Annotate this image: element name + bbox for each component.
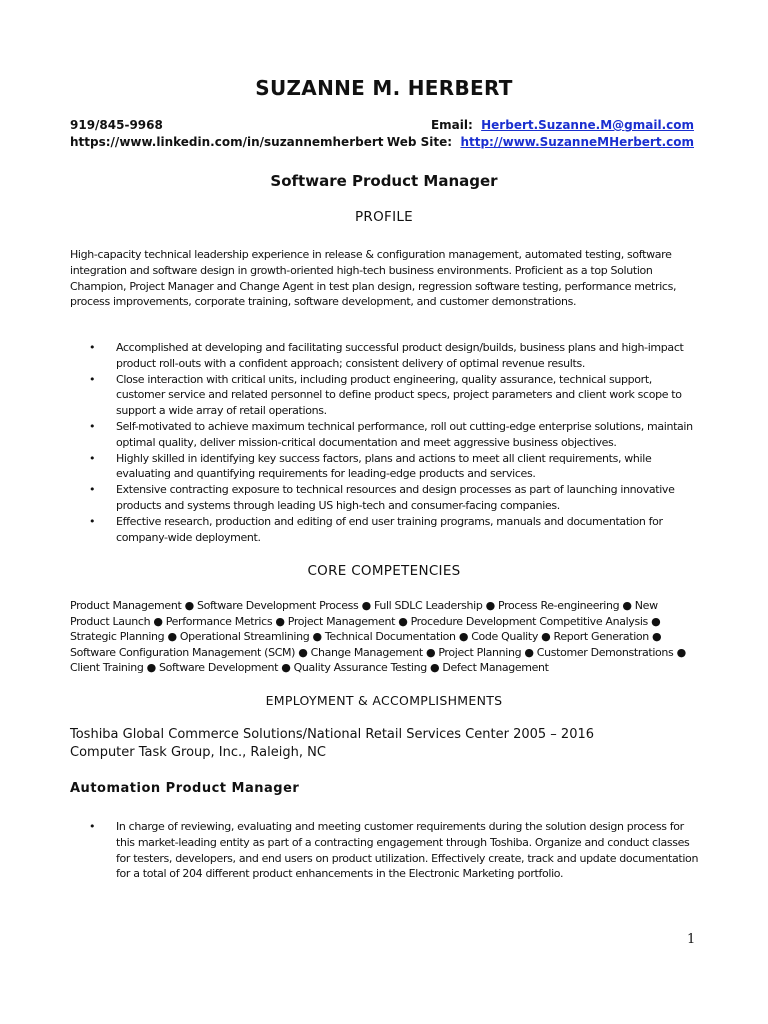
list-item xyxy=(70,482,700,514)
profile-bullet-list xyxy=(70,340,700,545)
bullet-marker: • xyxy=(89,341,96,354)
core-competencies-heading: CORE COMPETENCIES xyxy=(307,563,461,579)
bullet-text: Close interaction with critical units, including product engineering, quality assurance, technical support, customer service and related personnel to define product specs, project parameters and client work scope to support a wide array of retail operations. xyxy=(116,372,682,418)
email-label: Email: xyxy=(430,118,473,132)
bullet-text: Accomplished at developing and facilitating successful product design/builds, business plans and high-impact product roll-outs with a confident approach; consistent delivery of optimal revenue results. xyxy=(116,341,684,370)
bullet-marker: • xyxy=(89,372,96,386)
list-item xyxy=(70,819,700,882)
bullet-marker: • xyxy=(89,514,96,528)
bullet-text: Self-motivated to achieve maximum technical performance, roll out cutting-edge enterprise solutions, maintain optimal quality, deliver mission-critical documentation and meet aggressive business objectives. xyxy=(116,419,693,449)
candidate-name: SUZANNE M. HERBERT xyxy=(255,76,513,100)
bullet-text: In charge of reviewing, evaluating and meeting customer requirements during the solution design process for this market-leading entity as part of a contracting engagement through Toshiba. Organize and conduct classes for testers, developers, and end users on product utilization. Effectively create, track and update documentation for a total of 204 different product enhancements in the Electronic Marketing portfolio. xyxy=(116,820,699,881)
email-group xyxy=(431,118,694,132)
phone-number: 919/845-9968 xyxy=(70,118,163,132)
website-link[interactable]: http://www.SuzanneMHerbert.com xyxy=(460,135,694,149)
linkedin-url: https://www.linkedin.com/in/suzannemherbert xyxy=(70,135,384,149)
list-item xyxy=(70,451,700,483)
position-bullet-list xyxy=(70,819,700,882)
employer-line-2: Computer Task Group, Inc., Raleigh, NC xyxy=(70,745,326,760)
profile-heading: PROFILE xyxy=(354,209,414,225)
position-title: Automation Product Manager xyxy=(70,781,300,796)
website-label: Web Site: xyxy=(386,135,453,149)
bullet-marker: • xyxy=(89,451,96,465)
profile-summary: High-capacity technical leadership experience in release & configuration management, automated testing, software integration and software design in growth-oriented high-tech business environments. Proficient as a top Solution Champion, Project Manager and Change Agent in test plan design, regression software testing, performance metrics, process improvements, corporate training, software development, and customer demonstrations. xyxy=(70,248,677,309)
list-item xyxy=(70,514,700,546)
employer-line-1: Toshiba Global Commerce Solutions/National Retail Services Center 2005 – 2016 xyxy=(70,727,595,742)
bullet-marker: • xyxy=(89,820,96,833)
core-competencies-text: Product Management ● Software Development Process ● Full SDLC Leadership ● Process Re-engineering ● New Product Launch ● Performance Metrics ● Project Management ● Procedure Development Competitive Analysis ● Strategic Planning ● Operational Streamlining ● Technical Documentation ● Code Quality ● Report Generation ● Software Configuration Management (SCM) ● Change Management ● Project Planning ● Customer Demonstrations ● Client Training ● Software Development ● Quality Assurance Testing ● Defect Management xyxy=(70,599,686,675)
job-target-title: Software Product Manager xyxy=(270,172,498,190)
employment-heading: EMPLOYMENT & ACCOMPLISHMENTS xyxy=(265,693,503,708)
website-group xyxy=(387,135,694,149)
email-link[interactable]: Herbert.Suzanne.M@gmail.com xyxy=(481,118,694,132)
bullet-text: Extensive contracting exposure to technical resources and design processes as part of launching innovative products and systems through leading US high-tech and consumer-facing companies. xyxy=(116,483,675,512)
list-item xyxy=(70,340,700,372)
bullet-marker: • xyxy=(89,419,96,433)
list-item xyxy=(70,372,700,419)
page-number: 1 xyxy=(687,932,696,947)
bullet-text: Effective research, production and editing of end user training programs, manuals and documentation for company-wide deployment. xyxy=(116,514,663,544)
bullet-text: Highly skilled in identifying key success factors, plans and actions to meet all client requirements, while evaluating and quantifying requirements for leading-edge products and services. xyxy=(116,451,652,481)
list-item xyxy=(70,419,700,451)
bullet-marker: • xyxy=(89,483,96,497)
